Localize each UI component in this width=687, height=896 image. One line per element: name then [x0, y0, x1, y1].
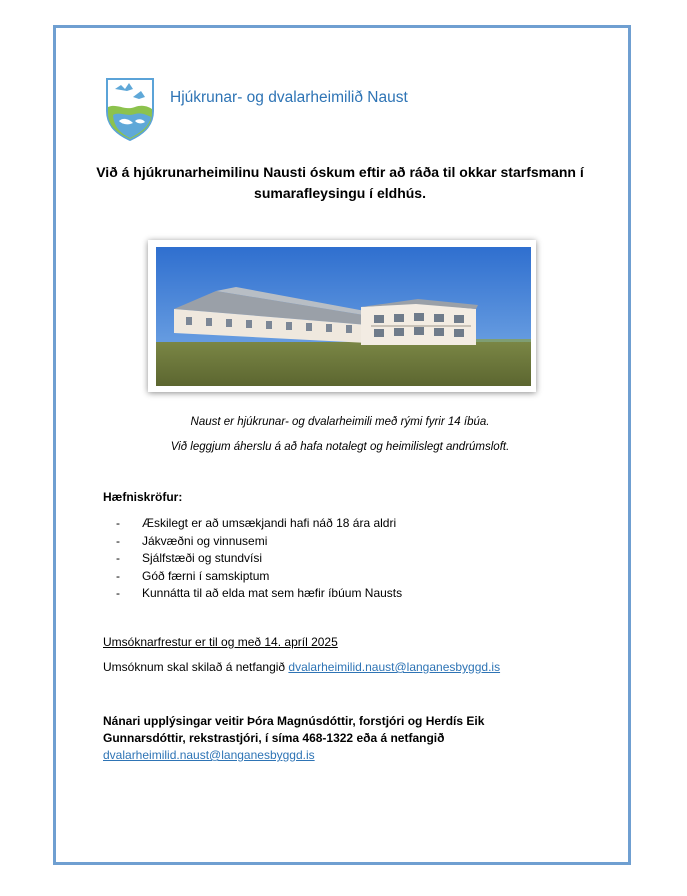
list-bullet: - — [116, 586, 120, 600]
building-photo-frame — [148, 240, 536, 392]
requirements-heading: Hæfniskröfur: — [103, 490, 183, 504]
list-bullet: - — [116, 516, 120, 530]
intro-line: Naust er hjúkrunar- og dvalarheimili með rými fyrir 14 íbúa. — [190, 416, 490, 428]
list-bullet: - — [116, 568, 120, 583]
list-item — [116, 569, 402, 587]
building-photo — [156, 247, 531, 386]
list-item — [116, 586, 402, 604]
list-item — [116, 534, 402, 552]
list-bullet: - — [116, 533, 120, 548]
application-email-link[interactable]: dvalarheimilid.naust@langanesbyggd.is — [288, 660, 501, 674]
list-item-text: Æskilegt er að umsækjandi hafi náð 18 ára aldri — [142, 516, 397, 530]
application-deadline: Umsóknarfrestur er til og með 14. apríl 2025 — [103, 635, 338, 649]
list-item-text: Kunnátta til að elda mat sem hæfir íbúum Nausts — [142, 586, 403, 600]
list-item — [116, 551, 402, 569]
crest-shield-icon — [105, 77, 155, 141]
submission-info — [103, 660, 500, 674]
job-headline: Við á hjúkrunarheimilinu Nausti óskum eftir að ráða til okkar starfsmann í sumarafleysingu í eldhús. — [96, 164, 584, 201]
list-bullet: - — [116, 551, 120, 565]
list-item-text: Góð færni í samskiptum — [142, 568, 270, 583]
intro-line: Við leggjum áherslu á að hafa notalegt og heimilislegt andrúmsloft. — [170, 441, 510, 453]
submission-text: Umsóknum skal skilað á netfangið — [103, 660, 289, 674]
list-item — [116, 516, 402, 534]
contact-text: Nánari upplýsingar veitir Þóra Magnúsdóttir, forstjóri og Herdís Eik Gunnarsdóttir, rekstrastjóri, í síma 468-1322 eða á netfangið — [103, 714, 485, 745]
requirements-list — [116, 516, 402, 604]
contact-info — [103, 713, 563, 764]
list-item-text: Sjálfstæði og stundvísi — [142, 551, 263, 565]
organization-name: Hjúkrunar- og dvalarheimilið Naust — [170, 89, 408, 106]
contact-email-link[interactable]: dvalarheimilid.naust@langanesbyggd.is — [103, 748, 315, 762]
list-item-text: Jákvæðni og vinnusemi — [142, 533, 268, 548]
